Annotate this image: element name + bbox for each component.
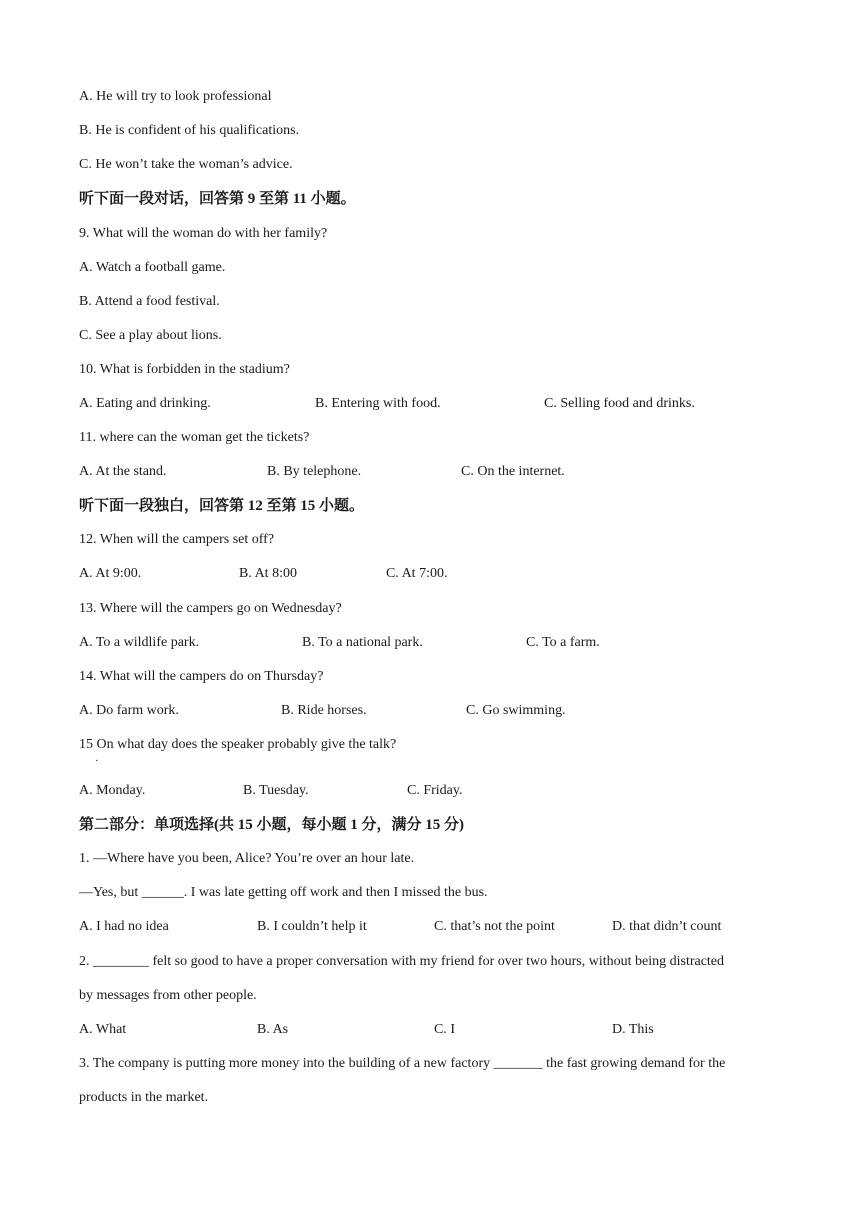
mc3-text: 3. The company is putting more money into the building of a new factory _______ the fast growing demand for the xyxy=(79,1056,726,1071)
q10-option-a: A. Eating and drinking. xyxy=(79,396,211,411)
q14-option-b: B. Ride horses. xyxy=(281,703,367,718)
q13-option-a: A. To a wildlife park. xyxy=(79,635,200,650)
q9-option-a: A. Watch a football game. xyxy=(79,260,226,275)
q12-option-b: B. At 8:00 xyxy=(239,566,297,581)
q15-text: 15 On what day does the speaker probably give the talk? xyxy=(79,737,397,752)
mc1-text-reply: —Yes, but ______. I was late getting off work and then I missed the bus. xyxy=(79,885,488,900)
mc2-option-c: C. I xyxy=(434,1022,455,1037)
mc2-text: 2. ________ felt so good to have a proper conversation with my friend for over two hours, without being distracted xyxy=(79,954,725,969)
mc2-option-b: B. As xyxy=(257,1022,289,1037)
q10-text: 10. What is forbidden in the stadium? xyxy=(79,362,290,377)
q15-option-c: C. Friday. xyxy=(407,783,463,798)
q11-option-c: C. On the internet. xyxy=(461,464,565,479)
q12-option-c: C. At 7:00. xyxy=(386,566,448,581)
q14-text: 14. What will the campers do on Thursday? xyxy=(79,669,324,684)
section-heading-monologue: 听下面一段独白，回答第 12 至第 15 小题。 xyxy=(79,498,365,514)
q10-option-b: B. Entering with food. xyxy=(315,396,441,411)
q8-option-a: A. He will try to look professional xyxy=(79,89,272,104)
q15-option-a: A. Monday. xyxy=(79,783,146,798)
q9-option-c: C. See a play about lions. xyxy=(79,328,222,343)
mc3-text-cont: products in the market. xyxy=(79,1090,209,1105)
stray-mark: · xyxy=(95,756,99,767)
q11-text: 11. where can the woman get the tickets? xyxy=(79,430,310,445)
q11-option-a: A. At the stand. xyxy=(79,464,167,479)
q14-option-c: C. Go swimming. xyxy=(466,703,566,718)
mc1-text: 1. —Where have you been, Alice? You’re over an hour late. xyxy=(79,851,415,866)
q11-option-b: B. By telephone. xyxy=(267,464,362,479)
mc2-text-cont: by messages from other people. xyxy=(79,988,257,1003)
q15-option-b: B. Tuesday. xyxy=(243,783,309,798)
q8-option-b: B. He is confident of his qualifications. xyxy=(79,123,300,138)
mc1-option-a: A. I had no idea xyxy=(79,919,169,934)
q10-option-c: C. Selling food and drinks. xyxy=(544,396,695,411)
q9-option-b: B. Attend a food festival. xyxy=(79,294,220,309)
q13-text: 13. Where will the campers go on Wednesday? xyxy=(79,601,342,616)
q13-option-b: B. To a national park. xyxy=(302,635,423,650)
section-heading-dialogue: 听下面一段对话，回答第 9 至第 11 小题。 xyxy=(79,191,356,207)
q13-option-c: C. To a farm. xyxy=(526,635,600,650)
section-heading-part-two: 第二部分：单项选择(共 15 小题，每小题 1 分，满分 15 分) xyxy=(79,817,464,833)
q8-option-c: C. He won’t take the woman’s advice. xyxy=(79,157,293,172)
mc1-option-d: D. that didn’t count xyxy=(612,919,722,934)
mc1-option-c: C. that’s not the point xyxy=(434,919,555,934)
q12-option-a: A. At 9:00. xyxy=(79,566,142,581)
mc2-option-d: D. This xyxy=(612,1022,654,1037)
q14-option-a: A. Do farm work. xyxy=(79,703,179,718)
mc1-option-b: B. I couldn’t help it xyxy=(257,919,367,934)
q12-text: 12. When will the campers set off? xyxy=(79,532,275,547)
q9-text: 9. What will the woman do with her family? xyxy=(79,226,328,241)
mc2-option-a: A. What xyxy=(79,1022,127,1037)
